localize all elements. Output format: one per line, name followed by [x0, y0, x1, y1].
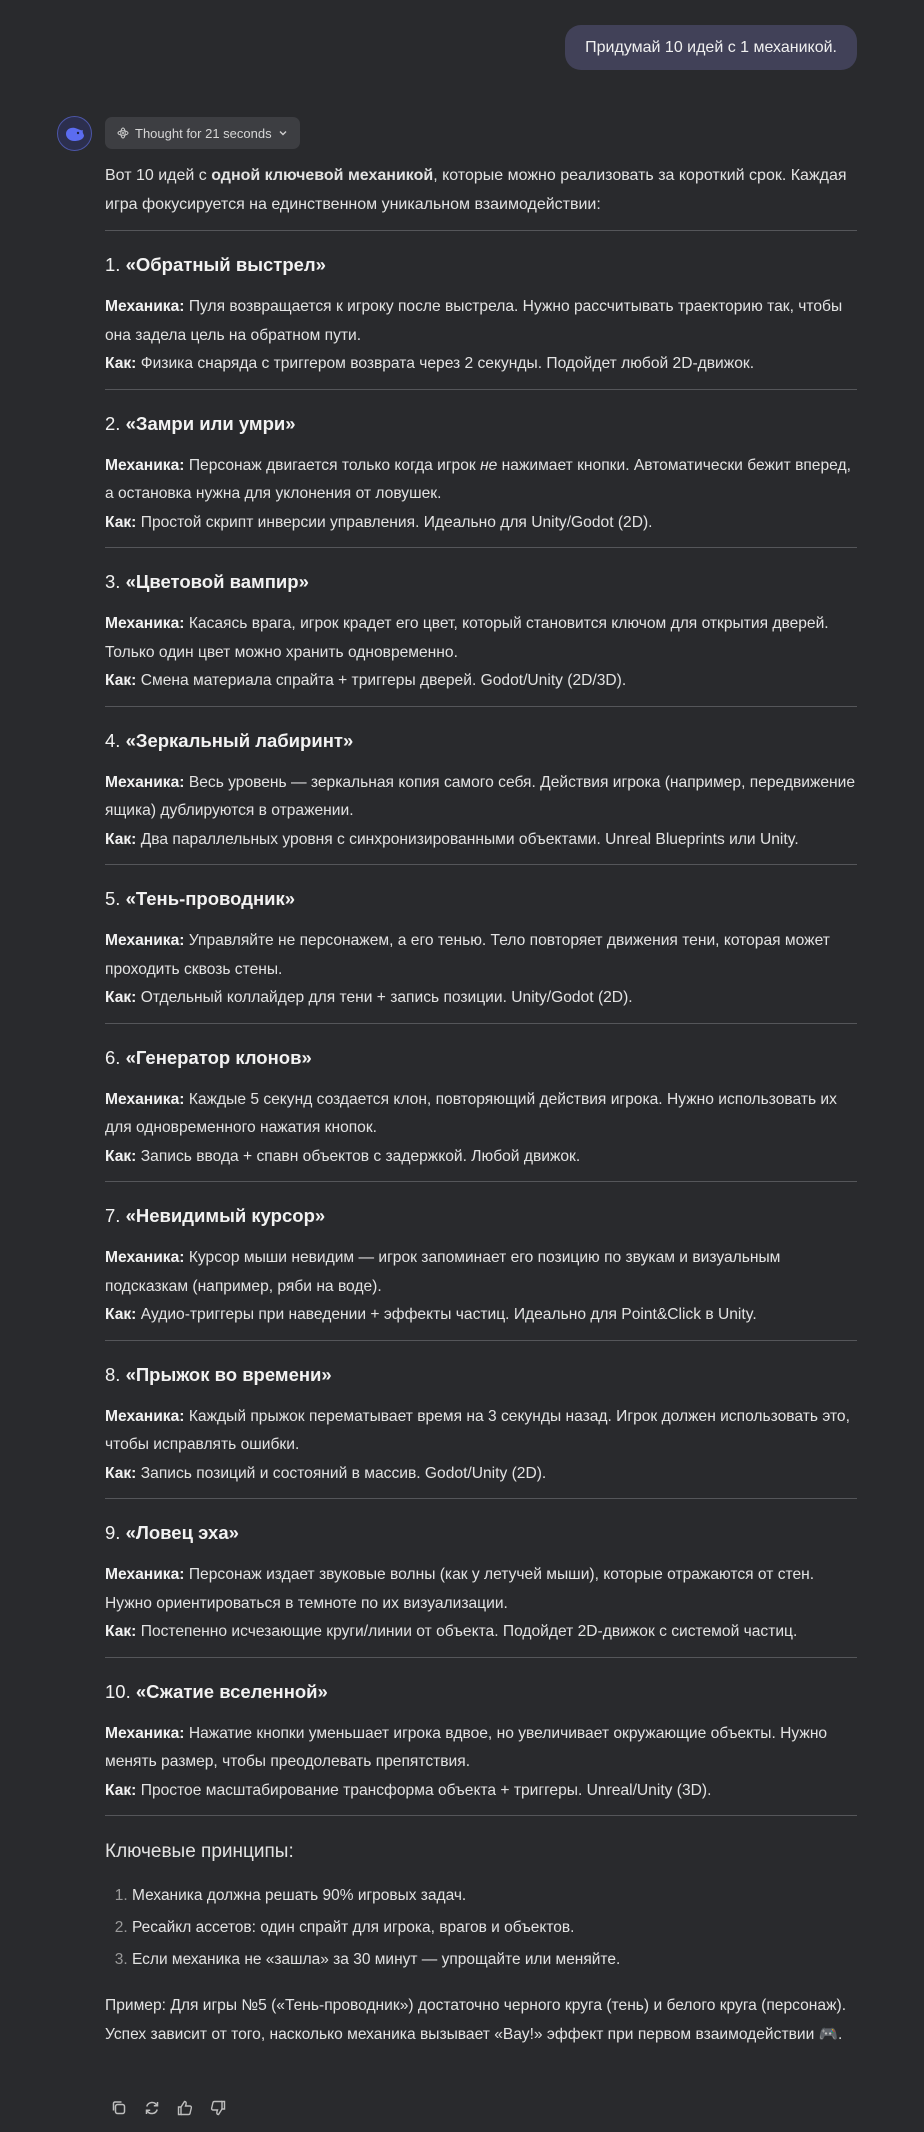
idea-title: [105, 1519, 857, 1547]
idea-how: [105, 1618, 857, 1647]
idea-how: [105, 1301, 857, 1330]
intro-bold-text: одной ключевой механикой: [211, 167, 434, 184]
how-text: Два параллельных уровня с синхронизированными объектами. Unreal Blueprints или Unity.: [140, 830, 799, 848]
mechanic-label: Механика:: [105, 1090, 185, 1108]
idea-item: [105, 707, 857, 866]
how-text: Постепенно исчезающие круги/линии от объекта. Подойдет 2D-движок с системой частиц.: [140, 1623, 798, 1640]
idea-title: [105, 251, 857, 279]
idea-item: [105, 390, 857, 549]
mechanic-label: Механика:: [105, 298, 185, 315]
idea-name: «Генератор клонов»: [125, 1046, 312, 1068]
how-text: Физика снаряда с триггером возврата через 2 секунды. Подойдет любой 2D-движок.: [140, 355, 755, 372]
idea-title: [105, 727, 857, 755]
idea-mechanic: [105, 610, 857, 667]
mechanic-text: Нажатие кнопки уменьшает игрока вдвое, но увеличивает окружающие объекты. Нужно менять размер, чтобы преодолевать препятствия.: [105, 1724, 828, 1770]
idea-how: [105, 984, 857, 1013]
assistant-avatar: [57, 116, 92, 151]
copy-icon: [110, 2099, 128, 2117]
idea-name: «Обратный выстрел»: [125, 254, 326, 275]
mechanic-label: Механика:: [105, 1407, 185, 1425]
mechanic-text: Каждый прыжок перематывает время на 3 секунды назад. Игрок должен использовать это, чтобы исправлять ошибки.: [105, 1407, 850, 1453]
thumbs-down-icon: [209, 2099, 227, 2117]
how-label: Как:: [105, 1306, 137, 1323]
mechanic-text: Курсор мыши невидим — игрок запоминает его позицию по звукам и визуальным подсказкам (например, ряби на воде).: [105, 1249, 781, 1295]
mechanic-label: Механика:: [105, 456, 185, 474]
how-text: Отдельный коллайдер для тени + запись позиции. Unity/Godot (2D).: [140, 989, 633, 1006]
divider: [105, 1815, 857, 1816]
assistant-answer: [105, 162, 857, 2049]
how-label: Как:: [105, 1464, 137, 1482]
idea-how: [105, 350, 857, 379]
idea-item: [105, 1341, 857, 1500]
thought-label: Thought for 21 seconds: [135, 125, 272, 141]
idea-name: «Сжатие вселенной»: [135, 1680, 328, 1702]
idea-number: 5.: [105, 888, 121, 909]
mechanic-text: Весь уровень — зеркальная копия самого себя. Действия игрока (например, передвижение ящика) дублируются в отражении.: [105, 773, 856, 819]
answer-intro: [105, 162, 857, 219]
idea-mechanic: [105, 1720, 857, 1777]
idea-title: [105, 568, 857, 596]
idea-number: 8.: [105, 1363, 121, 1385]
idea-item: [105, 1499, 857, 1658]
how-label: Как:: [105, 989, 137, 1006]
idea-item: [105, 1658, 857, 1817]
how-label: Как:: [105, 355, 137, 372]
idea-title: [105, 885, 857, 913]
user-message-bubble: Придумай 10 идей с 1 механикой.: [565, 25, 857, 70]
how-text: Простое масштабирование трансформа объекта + триггеры. Unreal/Unity (3D).: [140, 1781, 712, 1799]
idea-how: [105, 667, 857, 696]
idea-title: [105, 1361, 857, 1389]
idea-item: [105, 1024, 857, 1183]
idea-mechanic: [105, 452, 857, 509]
regenerate-button[interactable]: [138, 2094, 165, 2121]
how-label: Как:: [105, 830, 137, 848]
mechanic-text: Касаясь врага, игрок крадет его цвет, который становится ключом для открытия дверей. Только один цвет можно хранить одновременно.: [105, 615, 829, 661]
idea-name: «Тень-проводник»: [125, 888, 296, 909]
principle-item: 2. Ресайкл ассетов: один спрайт для игрока, врагов и объектов.: [132, 1912, 857, 1944]
mechanic-emphasis: не: [480, 456, 498, 474]
mechanic-text: Пуля возвращается к игроку после выстрела. Нужно рассчитывать траекторию так, чтобы она задела цель на обратном пути.: [105, 298, 843, 344]
idea-mechanic: [105, 1561, 857, 1618]
mechanic-label: Механика:: [105, 1724, 185, 1742]
mechanic-text: Каждые 5 секунд создается клон, повторяющий действия игрока. Нужно использовать их для одновременного нажатия кнопок.: [105, 1090, 837, 1136]
atom-icon: [117, 127, 129, 139]
thought-toggle-button[interactable]: [105, 117, 300, 149]
thumbs-up-icon: [176, 2099, 194, 2117]
how-label: Как:: [105, 1147, 137, 1165]
idea-name: «Зеркальный лабиринт»: [125, 729, 354, 751]
idea-how: [105, 509, 857, 538]
intro-text-end: , которые можно реализовать за короткий срок. Каждая игра фокусируется на единственном уникальном взаимодействии:: [105, 167, 847, 213]
ideas-list: [105, 231, 857, 1816]
refresh-icon: [143, 2099, 161, 2117]
idea-mechanic: [105, 1086, 857, 1143]
idea-number: 3.: [105, 571, 121, 592]
mechanic-text: нажимает кнопки. Автоматически бежит вперед, а остановка нужна для уклонения от ловушек.: [105, 456, 851, 502]
mechanic-label: Механика:: [105, 1249, 185, 1266]
idea-item: [105, 865, 857, 1024]
idea-how: [105, 1460, 857, 1489]
chevron-down-icon: [278, 128, 288, 138]
principle-item: 1. Механика должна решать 90% игровых задач.: [132, 1880, 857, 1912]
how-label: Как:: [105, 672, 137, 689]
mechanic-label: Механика:: [105, 1566, 185, 1583]
mechanic-text: Персонаж двигается только когда игрок: [188, 456, 481, 474]
idea-name: «Прыжок во времени»: [125, 1363, 332, 1385]
how-text: Аудио-триггеры при наведении + эффекты частиц. Идеально для Point&Click в Unity.: [140, 1306, 757, 1323]
idea-mechanic: [105, 293, 857, 350]
idea-mechanic: [105, 1244, 857, 1301]
principle-item: 3. Если механика не «зашла» за 30 минут — упрощайте или меняйте.: [132, 1944, 857, 1976]
idea-item: [105, 231, 857, 390]
like-button[interactable]: [171, 2094, 198, 2121]
how-label: Как:: [105, 1623, 137, 1640]
principles-list: [105, 1880, 857, 1976]
idea-mechanic: [105, 1403, 857, 1460]
idea-title: [105, 1202, 857, 1230]
how-text: Запись позиций и состояний в массив. Godot/Unity (2D).: [140, 1464, 547, 1482]
idea-number: 1.: [105, 254, 121, 275]
idea-mechanic: [105, 769, 857, 826]
idea-number: 10.: [105, 1680, 131, 1702]
idea-item: [105, 548, 857, 707]
how-label: Как:: [105, 1781, 137, 1799]
idea-name: «Цветовой вампир»: [125, 571, 309, 592]
mechanic-text: Персонаж издает звуковые волны (как у летучей мыши), которые отражаются от стен. Нужно ориентироваться в темноте по их визуализации.: [105, 1566, 815, 1612]
mechanic-label: Механика:: [105, 773, 185, 791]
idea-how: [105, 1777, 857, 1806]
idea-name: «Ловец эха»: [125, 1522, 239, 1543]
principles-title: Ключевые принципы:: [105, 1841, 294, 1862]
mechanic-label: Механика:: [105, 932, 185, 949]
example-paragraph: Пример: Для игры №5 («Тень-проводник») достаточно черного круга (тень) и белого круга (персонаж). Успех зависит от того, насколько механика вызывает «Вау!» эффект при первом взаимодействии 🎮.: [105, 1997, 847, 2043]
idea-number: 2.: [105, 412, 121, 434]
idea-title: [105, 410, 857, 438]
how-text: Запись ввода + спавн объектов с задержкой. Любой движок.: [140, 1147, 581, 1165]
mechanic-label: Механика:: [105, 615, 185, 632]
idea-name: «Замри или умри»: [125, 412, 296, 434]
idea-item: [105, 1182, 857, 1341]
dislike-button[interactable]: [204, 2094, 231, 2121]
idea-how: [105, 826, 857, 855]
intro-text-start: Вот 10 идей с: [105, 167, 212, 184]
idea-mechanic: [105, 927, 857, 984]
idea-title: [105, 1678, 857, 1706]
idea-number: 7.: [105, 1205, 121, 1226]
copy-button[interactable]: [105, 2094, 132, 2121]
idea-name: «Невидимый курсор»: [125, 1205, 326, 1226]
whale-logo-icon: [64, 125, 86, 143]
idea-number: 4.: [105, 729, 121, 751]
how-text: Смена материала спрайта + триггеры дверей. Godot/Unity (2D/3D).: [140, 672, 627, 689]
message-actions: [105, 2094, 231, 2121]
idea-how: [105, 1143, 857, 1172]
idea-number: 6.: [105, 1046, 121, 1068]
idea-number: 9.: [105, 1522, 121, 1543]
how-label: Как:: [105, 513, 137, 531]
mechanic-text: Управляйте не персонажем, а его тенью. Тело повторяет движения тени, которая может проходить сквозь стены.: [105, 932, 830, 978]
how-text: Простой скрипт инверсии управления. Идеально для Unity/Godot (2D).: [140, 513, 653, 531]
idea-title: [105, 1044, 857, 1072]
